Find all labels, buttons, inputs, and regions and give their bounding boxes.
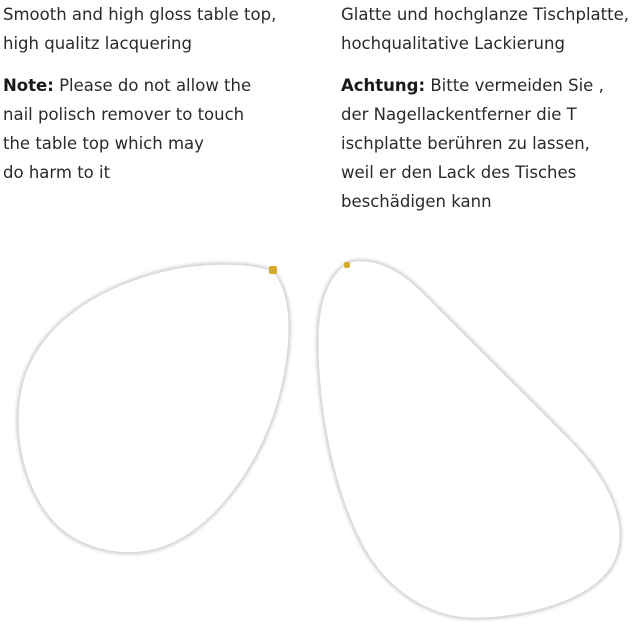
right-adhesive-pad (344, 262, 350, 268)
english-note-line-1 (3, 71, 303, 100)
german-note-line-4: weil er den Lack des Tisches (341, 163, 577, 182)
english-note-first-text: Please do not allow the (59, 76, 252, 95)
tabletop-illustration (0, 240, 640, 626)
german-note-first-text: Bitte vermeiden Sie , (430, 76, 604, 95)
german-note-line-1 (341, 71, 640, 100)
german-intro (341, 0, 640, 58)
german-note-line-2: der Nagellackentferner die T (341, 105, 577, 124)
german-intro-line-2: hochqualitative Lackierung (341, 34, 565, 53)
german-note-line-3: ischplatte berühren zu lassen, (341, 134, 590, 153)
german-intro-line-1: Glatte und hochglanze Tischplatte, (341, 5, 630, 24)
english-note-label: Note: (3, 76, 54, 95)
german-note-line-5: beschädigen kann (341, 192, 492, 211)
right-tabletop-shape (318, 261, 620, 618)
english-note-line-4: do harm to it (3, 163, 111, 182)
english-intro-line-2: high qualitz lacquering (3, 34, 192, 53)
english-note (3, 71, 303, 187)
german-note (341, 71, 640, 216)
english-intro (3, 0, 303, 58)
german-text-column (341, 0, 640, 216)
english-text-column (3, 0, 303, 187)
english-intro-line-1: Smooth and high gloss table top, (3, 5, 277, 24)
english-note-line-2: nail polisch remover to touch (3, 105, 245, 124)
left-tabletop-shape (18, 264, 289, 552)
left-adhesive-pad (269, 266, 277, 274)
german-note-label: Achtung: (341, 76, 426, 95)
english-note-line-3: the table top which may (3, 134, 204, 153)
